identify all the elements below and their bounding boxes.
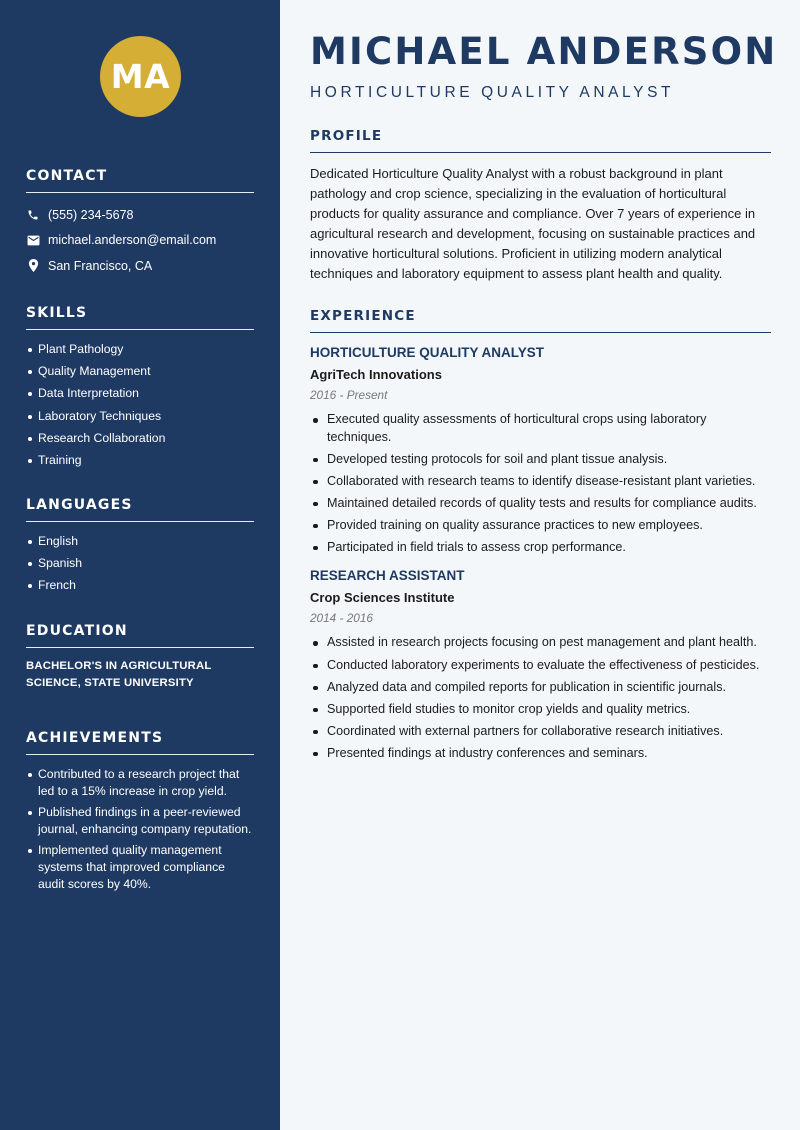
skill-item: Plant Pathology bbox=[26, 341, 254, 358]
job-bullet: Provided training on quality assurance practices to new employees. bbox=[310, 517, 771, 535]
skill-item: Laboratory Techniques bbox=[26, 408, 254, 425]
experience-section bbox=[310, 308, 771, 767]
language-item: French bbox=[26, 577, 254, 594]
job-title: HORTICULTURE QUALITY ANALYST bbox=[310, 345, 545, 360]
language-item: English bbox=[26, 533, 254, 550]
achievement-item: Contributed to a research project that led to a 15% increase in crop yield. bbox=[26, 766, 254, 800]
languages-section bbox=[26, 497, 254, 600]
location-text: San Francisco, CA bbox=[48, 258, 153, 273]
job-dates: 2016 - Present bbox=[310, 388, 388, 402]
achievements-heading: ACHIEVEMENTS bbox=[26, 730, 254, 755]
achievement-item: Published findings in a peer-reviewed journal, enhancing company reputation. bbox=[26, 804, 254, 838]
languages-list bbox=[26, 533, 254, 594]
job-bullet: Analyzed data and compiled reports for publication in scientific journals. bbox=[310, 679, 771, 697]
profile-heading: PROFILE bbox=[310, 128, 771, 153]
job-bullet: Developed testing protocols for soil and plant tissue analysis. bbox=[310, 451, 771, 469]
job-bullet: Collaborated with research teams to identify disease-resistant plant varieties. bbox=[310, 473, 771, 491]
job-company: Crop Sciences Institute bbox=[310, 590, 455, 606]
job-title: RESEARCH ASSISTANT bbox=[310, 568, 465, 584]
achievements-section bbox=[26, 730, 254, 897]
language-item: Spanish bbox=[26, 555, 254, 572]
job-bullet: Coordinated with external partners for collaborative research initiatives. bbox=[310, 723, 771, 741]
phone-text: (555) 234-5678 bbox=[48, 207, 134, 222]
avatar bbox=[100, 36, 181, 117]
skill-item: Research Collaboration bbox=[26, 430, 254, 447]
contact-email[interactable] bbox=[26, 228, 254, 254]
job-bullet: Supported field studies to monitor crop yields and quality metrics. bbox=[310, 701, 771, 719]
contact-heading: CONTACT bbox=[26, 168, 254, 193]
skill-item: Data Interpretation bbox=[26, 385, 254, 402]
candidate-name: MICHAEL ANDERSON bbox=[310, 30, 778, 73]
job-bullet: Participated in field trials to assess crop performance. bbox=[310, 539, 771, 557]
profile-text: Dedicated Horticulture Quality Analyst with a robust background in plant pathology and crop science, specializing in the evaluation of horticultural products for quality assurance and compliance. Over 7 years of experience in agricultural research and development, focusing on sustainable practices and innovative horticultural solutions. Proficient in utilizing modern analytical techniques and laboratory equipment to assess plant health and quality. bbox=[310, 166, 756, 281]
skills-section bbox=[26, 305, 254, 474]
job-bullet: Assisted in research projects focusing on pest management and plant health. bbox=[310, 634, 771, 652]
job-bullets bbox=[310, 634, 771, 762]
phone-icon bbox=[26, 208, 40, 222]
languages-heading: LANGUAGES bbox=[26, 497, 254, 522]
email-icon bbox=[26, 233, 40, 247]
job-bullets bbox=[310, 411, 771, 556]
contact-location bbox=[26, 253, 254, 279]
skill-item: Training bbox=[26, 452, 254, 469]
job-entry bbox=[310, 568, 771, 762]
profile-section bbox=[310, 128, 771, 284]
education-section bbox=[26, 623, 254, 692]
skill-item: Quality Management bbox=[26, 363, 254, 380]
job-bullet: Executed quality assessments of horticultural crops using laboratory techniques. bbox=[310, 411, 771, 446]
candidate-role: HORTICULTURE QUALITY ANALYST bbox=[310, 84, 675, 101]
achievements-list bbox=[26, 766, 254, 893]
contact-section bbox=[26, 168, 254, 279]
skills-list bbox=[26, 341, 254, 469]
education-degree: BACHELOR'S IN AGRICULTURAL SCIENCE, STATE UNIVERSITY bbox=[26, 660, 212, 689]
job-company: AgriTech Innovations bbox=[310, 367, 442, 382]
achievement-item: Implemented quality management systems that improved compliance audit scores by 40%. bbox=[26, 842, 254, 893]
job-bullet: Presented findings at industry conferences and seminars. bbox=[310, 745, 771, 763]
email-text: michael.anderson@email.com bbox=[48, 233, 217, 248]
contact-phone[interactable] bbox=[26, 202, 254, 228]
experience-heading: EXPERIENCE bbox=[310, 308, 771, 333]
job-bullet: Conducted laboratory experiments to evaluate the effectiveness of pesticides. bbox=[310, 657, 771, 675]
location-pin-icon bbox=[26, 259, 40, 273]
job-entry bbox=[310, 345, 771, 556]
job-dates: 2014 - 2016 bbox=[310, 611, 373, 626]
job-bullet: Maintained detailed records of quality tests and results for compliance audits. bbox=[310, 495, 771, 513]
education-heading: EDUCATION bbox=[26, 623, 254, 648]
sidebar bbox=[0, 0, 280, 1130]
avatar-initials: MA bbox=[110, 57, 171, 96]
skills-heading: SKILLS bbox=[26, 305, 254, 330]
